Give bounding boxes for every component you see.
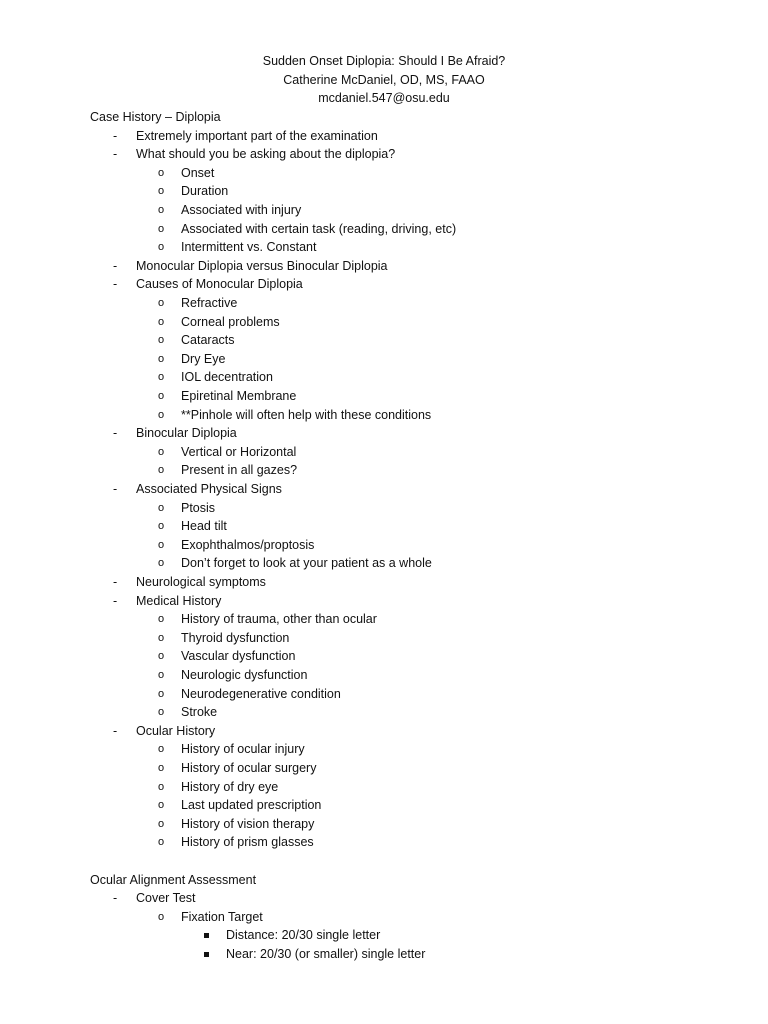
circle-bullet-icon: o	[158, 743, 165, 756]
circle-bullet-icon: o	[158, 780, 165, 793]
outline-item: Vascular dysfunction	[181, 649, 296, 664]
circle-bullet-icon: o	[158, 631, 165, 644]
outline-item: Fixation Target	[181, 909, 263, 924]
dash-bullet-icon: -	[113, 723, 118, 738]
circle-bullet-icon: o	[158, 538, 165, 551]
dash-bullet-icon: -	[113, 593, 118, 608]
outline-item: Thyroid dysfunction	[181, 630, 290, 645]
outline-item: History of vision therapy	[181, 816, 315, 831]
document-author: Catherine McDaniel, OD, MS, FAAO	[283, 73, 485, 87]
outline-item: Last updated prescription	[181, 798, 322, 813]
circle-bullet-icon: o	[158, 669, 165, 681]
dash-bullet-icon: -	[113, 482, 118, 496]
outline-item: Stroke	[181, 705, 218, 720]
outline-item: History of ocular injury	[181, 742, 305, 757]
outline-item: Cover Test	[136, 891, 196, 906]
outline-item: Associated with certain task (reading, driving, etc)	[181, 221, 457, 236]
outline-item: History of ocular surgery	[181, 761, 317, 775]
dash-bullet-icon: -	[113, 128, 118, 143]
circle-bullet-icon: o	[158, 204, 165, 216]
circle-bullet-icon: o	[158, 464, 165, 477]
circle-bullet-icon: o	[158, 222, 165, 235]
outline-item: What should you be asking about the diplopia?	[136, 147, 396, 162]
outline-item: Binocular Diplopia	[136, 426, 237, 441]
circle-bullet-icon: o	[158, 762, 165, 774]
outline-item: History of dry eye	[181, 779, 279, 794]
dash-bullet-icon: -	[113, 277, 118, 292]
section-heading: Ocular Alignment Assessment	[90, 872, 257, 887]
circle-bullet-icon: o	[158, 501, 165, 514]
outline-item: Monocular Diplopia versus Binocular Diplopia	[136, 258, 388, 273]
circle-bullet-icon: o	[158, 799, 165, 812]
outline-item: Corneal problems	[181, 314, 280, 329]
outline-item: Neurodegenerative condition	[181, 686, 341, 701]
outline-item: Extremely important part of the examination	[136, 128, 378, 143]
dash-bullet-icon: -	[113, 575, 118, 589]
square-bullet-icon	[204, 952, 209, 957]
circle-bullet-icon: o	[158, 910, 165, 923]
section-heading: Case History – Diplopia	[90, 110, 221, 124]
circle-bullet-icon: o	[158, 166, 165, 179]
outline-item: History of prism glasses	[181, 835, 314, 850]
outline-item: IOL decentration	[181, 370, 273, 385]
circle-bullet-icon: o	[158, 613, 165, 626]
dash-bullet-icon: -	[113, 891, 118, 906]
circle-bullet-icon: o	[158, 445, 165, 458]
circle-bullet-icon: o	[158, 817, 165, 830]
outline-item: Ocular History	[136, 723, 216, 738]
outline-item: Medical History	[136, 593, 222, 608]
document-email: mcdaniel.547@osu.edu	[318, 91, 450, 105]
circle-bullet-icon: o	[158, 557, 165, 570]
outline-item: Causes of Monocular Diplopia	[136, 277, 303, 292]
outline-item: Onset	[181, 165, 215, 180]
circle-bullet-icon: o	[158, 836, 165, 849]
dash-bullet-icon: -	[113, 147, 118, 162]
outline-item: Ptosis	[181, 500, 216, 515]
outline-item: Present in all gazes?	[181, 463, 298, 478]
circle-bullet-icon: o	[158, 334, 165, 347]
circle-bullet-icon: o	[158, 352, 165, 365]
outline-item: Don’t forget to look at your patient as a whole	[181, 556, 432, 571]
circle-bullet-icon: o	[158, 390, 165, 402]
outline-item: Associated with injury	[181, 203, 302, 217]
circle-bullet-icon: o	[158, 371, 165, 384]
outline-item: Vertical or Horizontal	[181, 444, 297, 459]
circle-bullet-icon: o	[158, 297, 165, 309]
outline-item: Associated Physical Signs	[136, 482, 282, 496]
outline-item: Duration	[181, 184, 229, 199]
outline-item: **Pinhole will often help with these conditions	[181, 407, 432, 422]
dash-bullet-icon: -	[113, 258, 118, 273]
circle-bullet-icon: o	[158, 687, 165, 700]
outline-item: Dry Eye	[181, 351, 226, 366]
dash-bullet-icon: -	[113, 426, 118, 441]
outline-item: Head tilt	[181, 519, 227, 534]
outline-item: History of trauma, other than ocular	[181, 612, 377, 627]
circle-bullet-icon: o	[158, 241, 165, 254]
outline-item: Neurologic dysfunction	[181, 668, 308, 682]
circle-bullet-icon: o	[158, 706, 165, 719]
circle-bullet-icon: o	[158, 650, 165, 663]
outline-item: Neurological symptoms	[136, 575, 266, 589]
circle-bullet-icon: o	[158, 185, 165, 198]
outline-item: Refractive	[181, 296, 238, 310]
outline-item: Distance: 20/30 single letter	[226, 928, 381, 943]
outline-item: Intermittent vs. Constant	[181, 240, 317, 255]
circle-bullet-icon: o	[158, 520, 165, 533]
outline-item: Exophthalmos/proptosis	[181, 537, 315, 552]
circle-bullet-icon: o	[158, 408, 165, 421]
square-bullet-icon	[204, 933, 209, 938]
outline-item: Cataracts	[181, 333, 235, 348]
circle-bullet-icon: o	[158, 315, 165, 328]
document-title: Sudden Onset Diplopia: Should I Be Afraid?	[262, 54, 506, 68]
outline-item: Epiretinal Membrane	[181, 389, 297, 403]
outline-item: Near: 20/30 (or smaller) single letter	[226, 947, 426, 961]
